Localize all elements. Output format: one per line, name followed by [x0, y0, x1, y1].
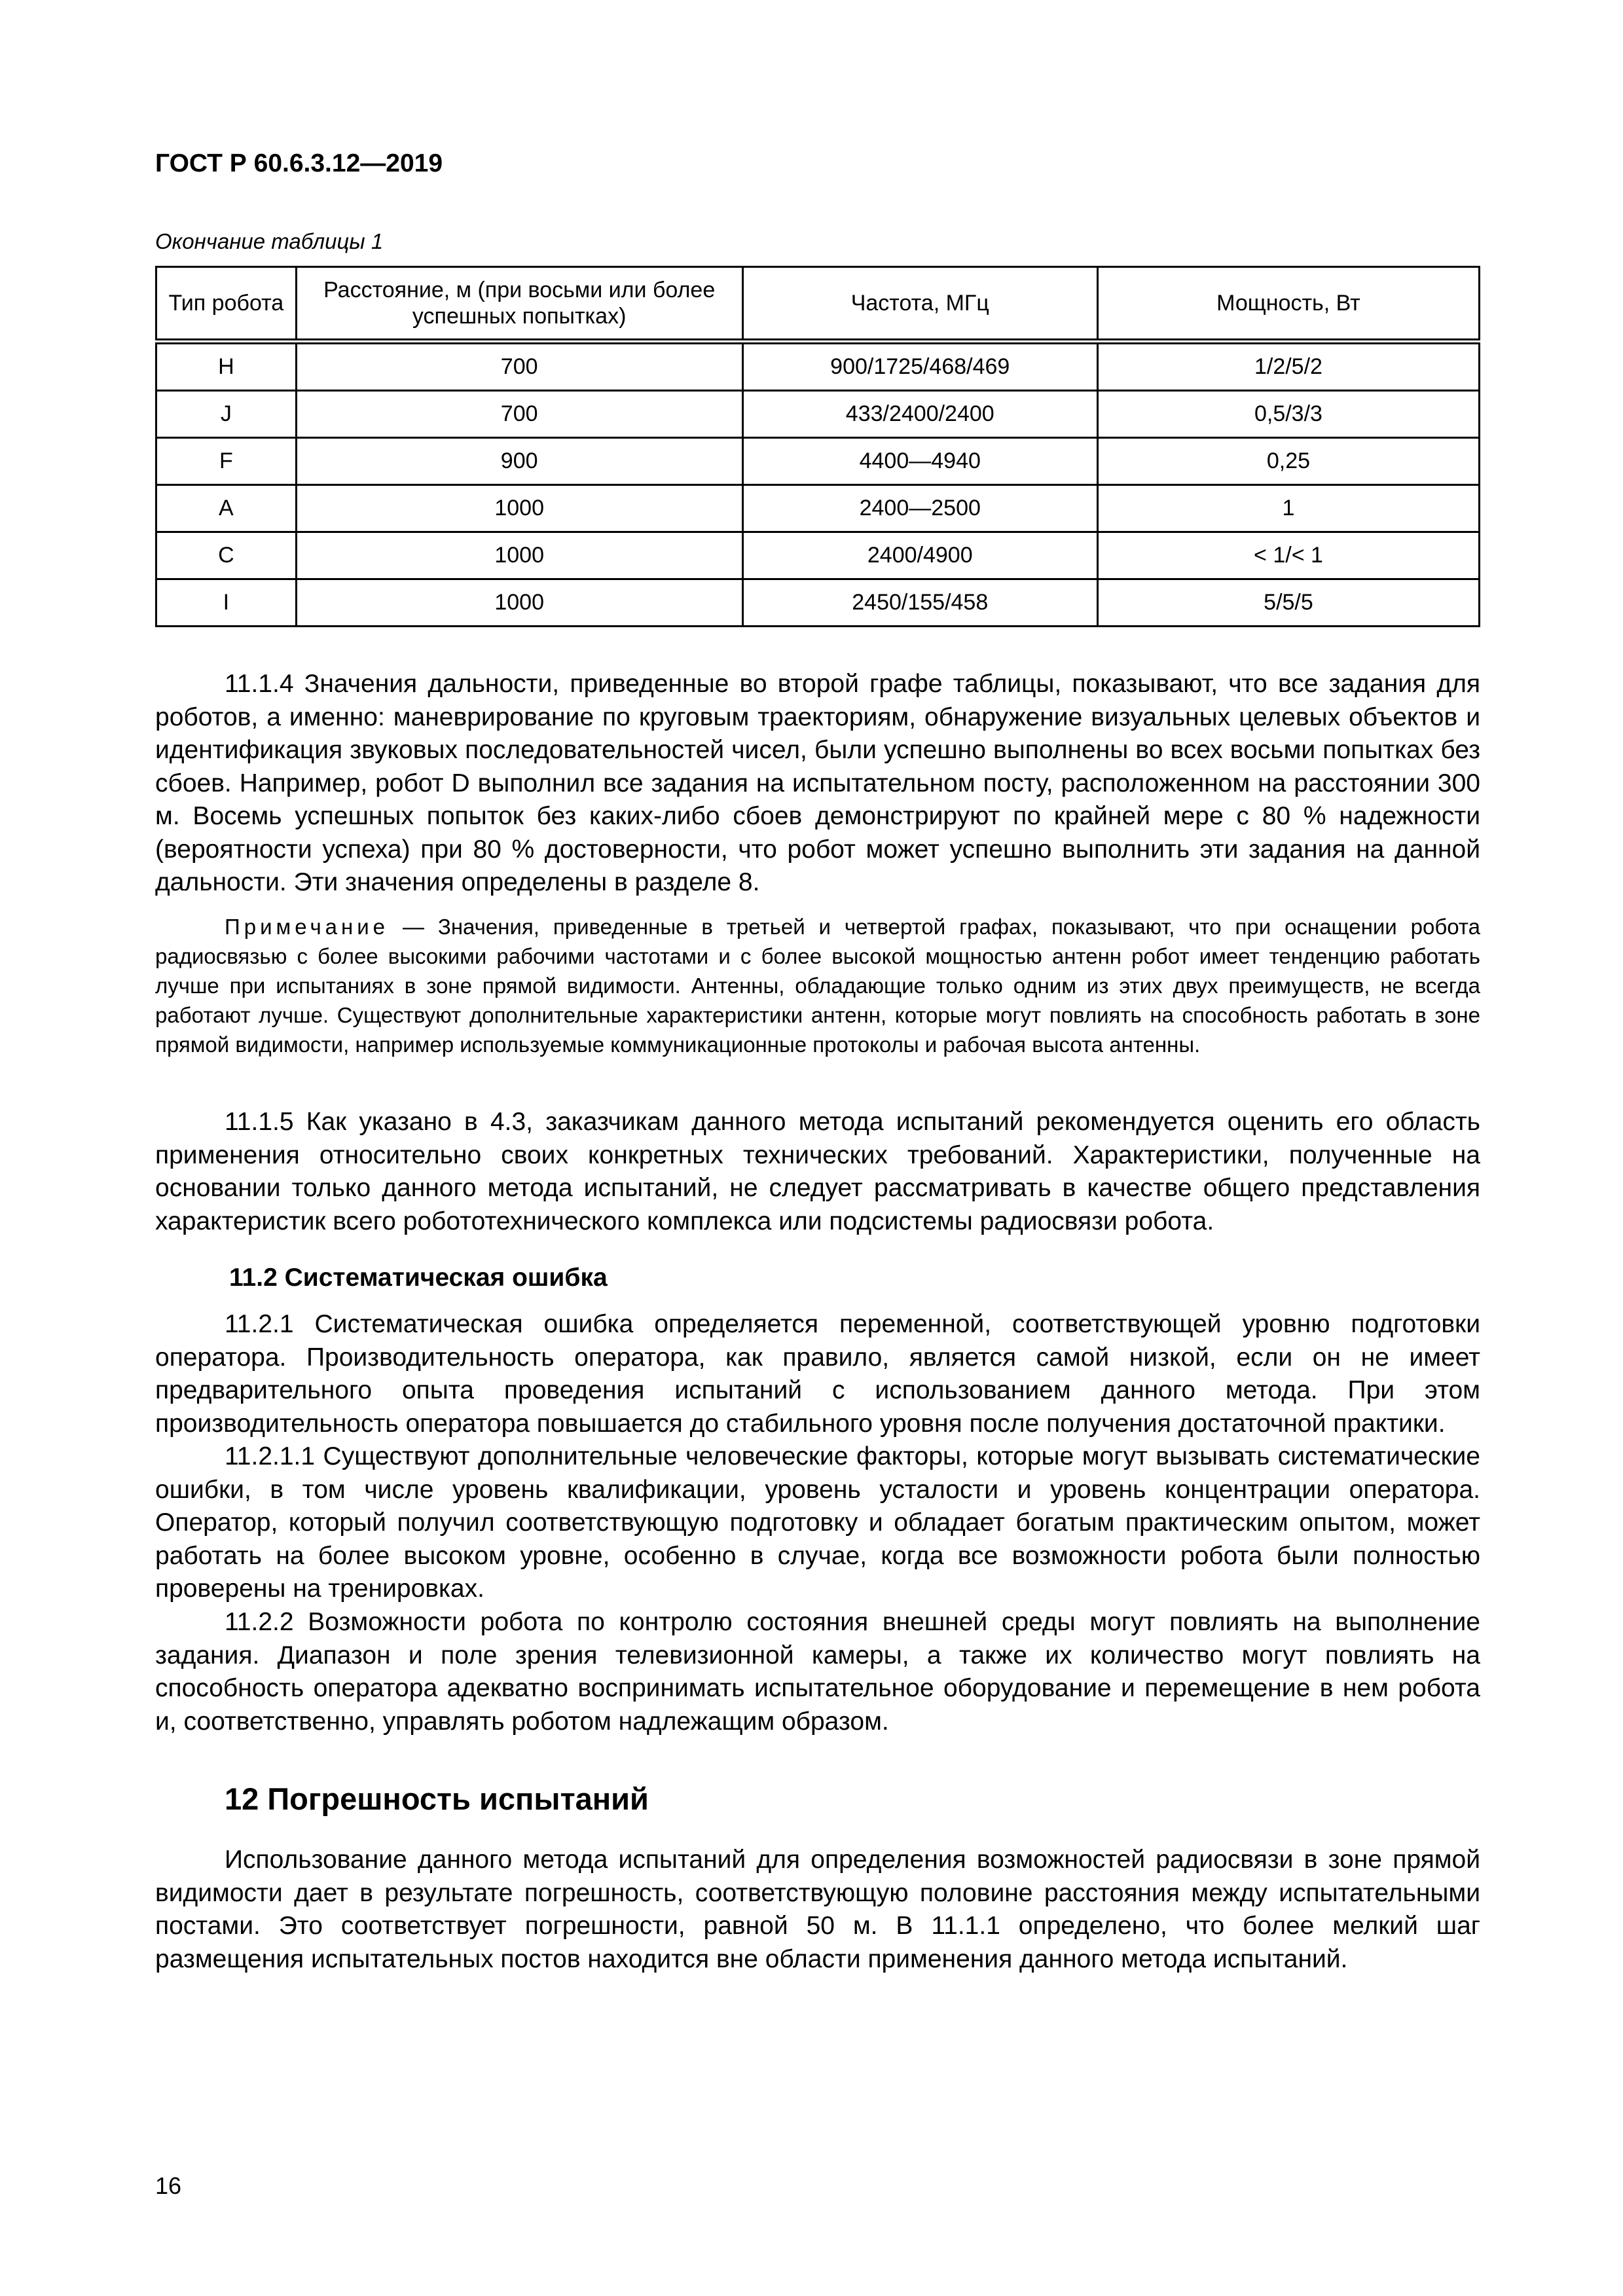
paragraph-11-2-2: 11.2.2 Возможности робота по контролю состояния внешней среды могут повлиять на выполнение задания. Диапазон и поле зрения телевизионной камеры, а также их количество могут повлиять на способность оператора адекватно воспринимать испытательное оборудование и перемещение в нем робота и, соответственно, управлять роботом надлежащим образом.	[155, 1608, 1480, 1736]
paragraph-11-2-1: 11.2.1 Систематическая ошибка определяется переменной, соответствующей уровню подготовки оператора. Производительность оператора, как правило, является самой низкой, если он не имеет предварительного опыта проведения испытаний с использованием данного метода. При этом производительность оператора повышается до стабильного уровня после получения достаточной практики.	[155, 1310, 1480, 1438]
table-cell: 700	[296, 391, 742, 438]
table-cell: 4400—4940	[742, 438, 1097, 485]
table-cell: 1000	[296, 485, 742, 532]
table-cell: 0,25	[1097, 438, 1479, 485]
table-cell: I	[156, 579, 297, 627]
section-heading-12: 12 Погрешность испытаний	[225, 1781, 649, 1816]
note-label: Примечание	[225, 915, 390, 939]
column-header: Расстояние, м (при восьми или более успешных попытках)	[296, 267, 742, 342]
table-cell: 433/2400/2400	[742, 391, 1097, 438]
paragraph-11-1-4: 11.1.4 Значения дальности, приведенные во второй графе таблицы, показывают, что все задания для роботов, а именно: маневрирование по круговым траекториям, обнаружение визуальных целевых объектов и идентификация звуковых последовательностей чисел, были успешно выполнены во всех восьми попытках без сбоев. Например, робот D выполнил все задания на испытательном посту, расположенном на расстоянии 300 м. Восемь успешных попыток без каких-либо сбоев демонстрируют по крайней мере с 80 % надежности (вероятности успеха) при 80 % достоверности, что робот может успешно выполнить эти задания на данной дальности. Эти значения определены в разделе 8.	[155, 670, 1480, 896]
document-id-header: ГОСТ Р 60.6.3.12—2019	[155, 149, 443, 177]
paragraph-11-2-1-1: 11.2.1.1 Существуют дополнительные человеческие факторы, которые могут вызывать систематические ошибки, в том числе уровень квалификации, уровень усталости и уровень концентрации оператора. Оператор, который получил соответствующую подготовку и обладает богатым практическим опытом, может работать на более высоком уровне, особенно в случае, когда все возможности робота были полностью проверены на тренировках.	[155, 1442, 1480, 1603]
table-row	[156, 391, 1480, 438]
table-row	[156, 438, 1480, 485]
table-cell: < 1/< 1	[1097, 532, 1479, 579]
table-cell: 900	[296, 438, 742, 485]
table-cell: F	[156, 438, 297, 485]
paragraph-12: Использование данного метода испытаний для определения возможностей радиосвязи в зоне прямой видимости дает в результате погрешность, соответствующую половине расстояния между испытательными постами. Это соответствует погрешности, равной 50 м. В 11.1.1 определено, что более мелкий шаг размещения испытательных постов находится вне области применения данного метода испытаний.	[155, 1846, 1480, 1973]
table-cell: 0,5/3/3	[1097, 391, 1479, 438]
table-cell: H	[156, 342, 297, 391]
table-cell: 2400—2500	[742, 485, 1097, 532]
table-cell: 2450/155/458	[742, 579, 1097, 627]
table-cell: 2400/4900	[742, 532, 1097, 579]
table-cell: J	[156, 391, 297, 438]
note-text: — Значения, приведенные в третьей и четвертой графах, показывают, что при оснащении робота радиосвязью с более высокими рабочими частотами и с более высокой мощностью антенн робот имеет тенденцию работать лучше при испытаниях в зоне прямой видимости. Антенны, обладающие только одним из этих двух преимуществ, не всегда работают лучше. Существуют дополнительные характеристики антенн, которые могут повлиять на способность работать в зоне прямой видимости, например используемые коммуникационные протоколы и рабочая высота антенны.	[155, 915, 1480, 1057]
note	[155, 912, 1480, 1059]
table-row	[156, 342, 1480, 391]
table-cell: 1	[1097, 485, 1479, 532]
table-header-row	[156, 267, 1480, 342]
table-cell: 900/1725/468/469	[742, 342, 1097, 391]
robot-range-table	[155, 266, 1480, 627]
paragraph-11-1-5: 11.1.5 Как указано в 4.3, заказчикам данного метода испытаний рекомендуется оценить его область применения относительно своих конкретных технических требований. Характеристики, полученные на основании только данного метода испытаний, не следует рассматривать в качестве общего представления характеристик всего робототехнического комплекса или подсистемы радиосвязи робота.	[155, 1108, 1480, 1235]
table-cell: 700	[296, 342, 742, 391]
table-caption: Окончание таблицы 1	[155, 229, 384, 253]
column-header: Тип робота	[156, 267, 297, 342]
section-heading-11-2: 11.2 Систематическая ошибка	[229, 1264, 608, 1292]
table-row	[156, 532, 1480, 579]
table-cell: C	[156, 532, 297, 579]
table-cell: 1000	[296, 532, 742, 579]
page-number: 16	[155, 2172, 182, 2199]
table-row	[156, 579, 1480, 627]
table-cell: A	[156, 485, 297, 532]
table-cell: 1/2/5/2	[1097, 342, 1479, 391]
table-cell: 1000	[296, 579, 742, 627]
table-row	[156, 485, 1480, 532]
table-cell: 5/5/5	[1097, 579, 1479, 627]
column-header: Частота, МГц	[742, 267, 1097, 342]
column-header: Мощность, Вт	[1097, 267, 1479, 342]
